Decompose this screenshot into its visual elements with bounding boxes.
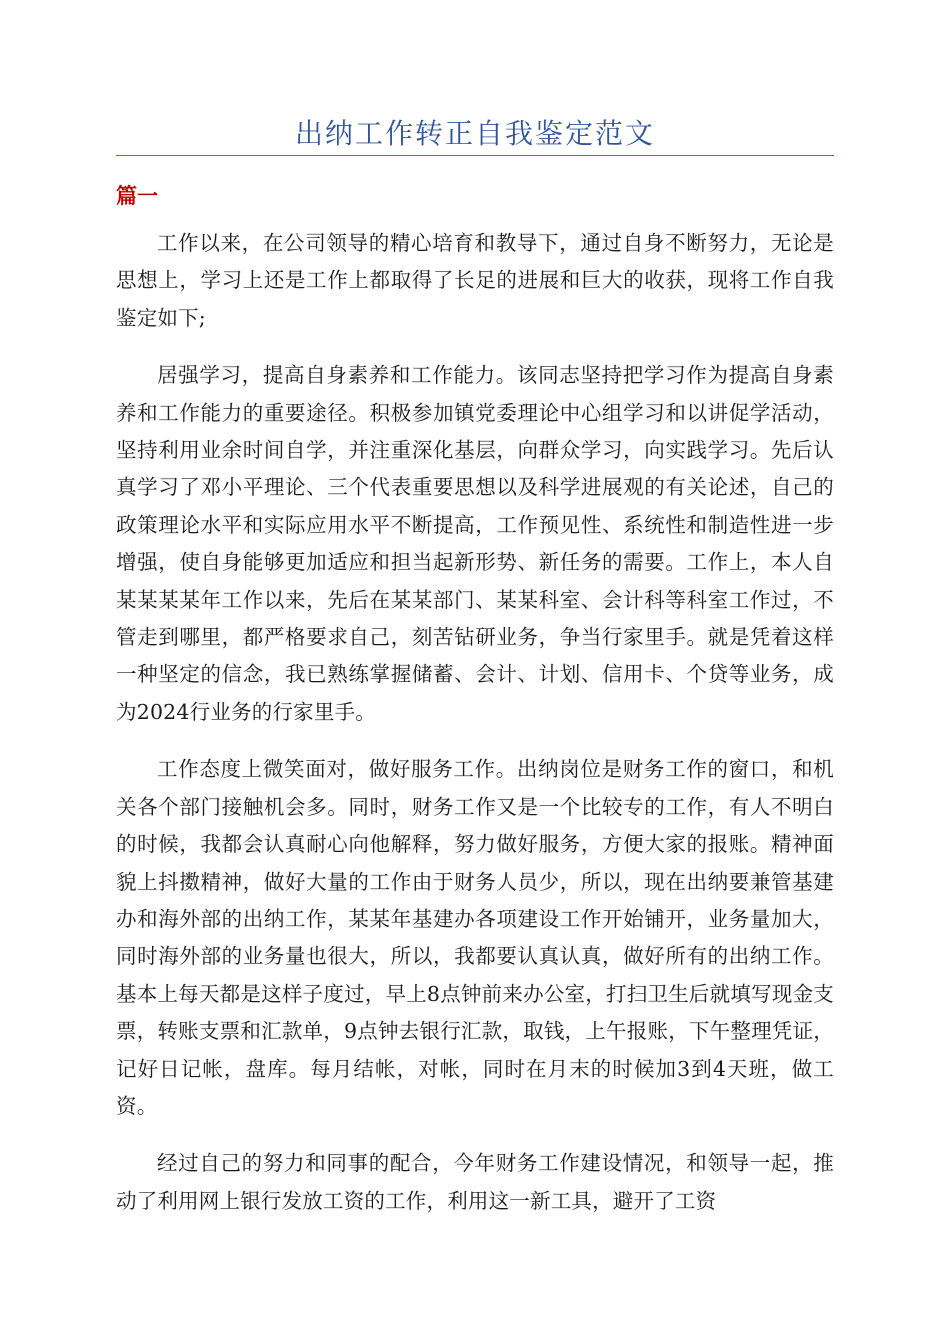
- paragraph-intro: 工作以来，在公司领导的精心培育和教导下，通过自身不断努力，无论是思想上，学习上还是工作上都取得了长足的进展和巨大的收获，现将工作自我鉴定如下;: [116, 231, 834, 330]
- paragraph-service: 工作态度上微笑面对，做好服务工作。出纳岗位是财务工作的窗口，和机关各个部门接触机会多。同时，财务工作又是一个比较专的工作，有人不明白的时候，我都会认真耐心向他解释，努力做好服务，方便大家的报账。精神面貌上抖擞精神，做好大量的工作由于财务人员少，所以，现在出纳要兼管基建办和海外部的出纳工作，某某年基建办各项建设工作开始铺开，业务量加大，同时海外部的业务量也很大，所以，我都要认真认真，做好所有的出纳工作。基本上每天都是这样子度过，早上8点钟前来办公室，打扫卫生后就填写现金支票，转账支票和汇款单，9点钟去银行汇款，取钱，上午报账，下午整理凭证，记好日记帐，盘库。每月结帐，对帐，同时在月末的时候加3到4天班，做工资。: [116, 757, 834, 1118]
- document-body: [116, 225, 834, 1240]
- paragraph-online-banking: 经过自己的努力和同事的配合，今年财务工作建设情况，和领导一起，推动了利用网上银行发放工资的工作，利用这一新工具，避开了工资: [116, 1151, 834, 1213]
- document-title: 出纳工作转正自我鉴定范文: [294, 117, 655, 150]
- paragraph-study: 居强学习，提高自身素养和工作能力。该同志坚持把学习作为提高自身素养和工作能力的重要途径。积极参加镇党委理论中心组学习和以讲促学活动，坚持利用业余时间自学，并注重深化基层，向群众学习，向实践学习。先后认真学习了邓小平理论、三个代表重要思想以及科学进展观的有关论述，自己的政策理论水平和实际应用水平不断提高，工作预见性、系统性和制造性进一步增强，使自身能够更加适应和担当起新形势、新任务的需要。工作上，本人自某某某某年工作以来，先后在某某部门、某某科室、会计科等科室工作过，不管走到哪里，都严格要求自己，刻苦钻研业务，争当行家里手。就是凭着这样一种坚定的信念，我已熟练掌握储蓄、会计、计划、信用卡、个贷等业务，成为2024行业务的行家里手。: [116, 363, 834, 724]
- section-heading: 篇一: [116, 183, 158, 208]
- title-underline: [116, 155, 834, 156]
